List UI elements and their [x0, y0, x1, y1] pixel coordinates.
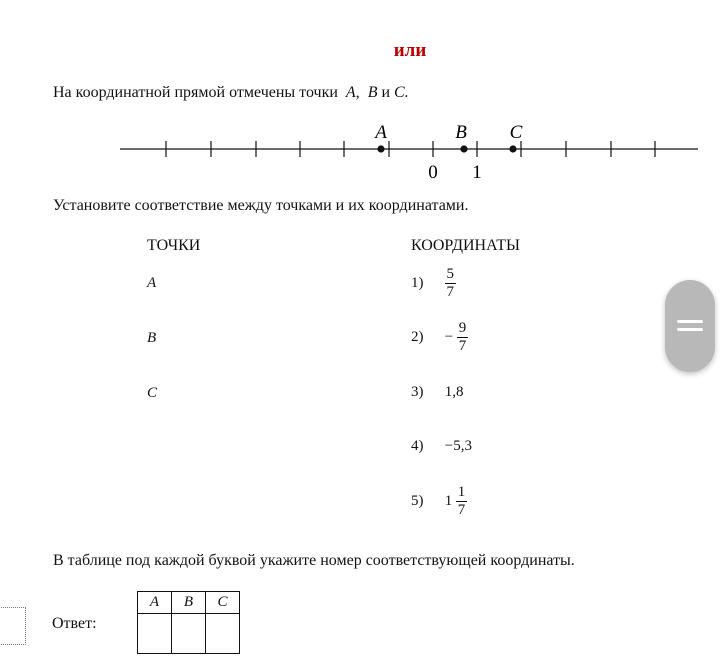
label-b: B — [455, 122, 467, 143]
label-a: A — [375, 122, 387, 143]
option-2-number: 2) — [411, 328, 424, 345]
option-4 — [411, 438, 472, 455]
drag-handle-icon[interactable] — [665, 280, 715, 372]
point-b: B — [147, 330, 157, 346]
option-2-denominator: 7 — [458, 338, 467, 354]
answer-header-b: B — [172, 592, 206, 614]
points-header: ТОЧКИ — [147, 237, 201, 254]
option-1-numerator: 5 — [446, 266, 454, 282]
option-5-denominator: 7 — [457, 502, 466, 518]
answer-cell-a[interactable] — [138, 614, 172, 654]
answer-cell-b[interactable] — [172, 614, 206, 654]
label-c: C — [509, 122, 523, 143]
intro-and: и — [381, 84, 391, 101]
option-2 — [411, 320, 468, 355]
tick-label-0: 0 — [428, 162, 438, 183]
option-5-numerator: 1 — [457, 484, 466, 500]
intro-point-a: A, — [345, 84, 360, 101]
answer-header-c: C — [206, 592, 240, 614]
option-1 — [411, 266, 456, 301]
option-2-fraction — [457, 320, 468, 355]
option-3 — [411, 384, 464, 401]
option-3-value: 1,8 — [444, 384, 464, 400]
point-b-dot — [460, 145, 467, 152]
coords-header: КООРДИНАТЫ — [411, 237, 520, 254]
or-heading: или — [393, 40, 427, 61]
table-instruction: В таблице под каждой буквой укажите номер соответствующей координаты. — [53, 552, 575, 569]
option-4-number: 4) — [411, 438, 424, 454]
intro-point-c: C. — [394, 84, 409, 101]
answer-cell-c[interactable] — [206, 614, 240, 654]
option-5-number: 5) — [411, 492, 424, 509]
point-a: A — [147, 275, 157, 291]
option-1-fraction — [445, 266, 456, 301]
option-2-numerator: 9 — [458, 320, 467, 336]
option-3-number: 3) — [411, 384, 424, 400]
number-line — [0, 110, 720, 185]
answer-label: Ответ: — [52, 615, 97, 632]
option-5-fraction — [456, 484, 467, 519]
intro-text — [53, 84, 409, 102]
option-5 — [411, 484, 467, 519]
answer-box[interactable] — [0, 607, 26, 645]
point-c-dot — [509, 145, 516, 152]
option-1-denominator: 7 — [446, 284, 454, 300]
tick-label-1: 1 — [472, 162, 482, 183]
option-2-sign: − — [444, 329, 454, 345]
option-1-number: 1) — [411, 274, 424, 291]
point-c: C — [147, 385, 158, 401]
answer-table — [137, 591, 240, 654]
intro-point-b: B — [367, 84, 378, 101]
answer-header-a: A — [138, 592, 172, 614]
option-5-whole: 1 — [444, 493, 453, 509]
instruction: Установите соответствие между точками и их координатами. — [53, 197, 469, 214]
point-a-dot — [377, 145, 384, 152]
option-4-value: −5,3 — [444, 438, 472, 454]
intro-prefix: На координатной прямой отмечены точки — [53, 84, 338, 101]
